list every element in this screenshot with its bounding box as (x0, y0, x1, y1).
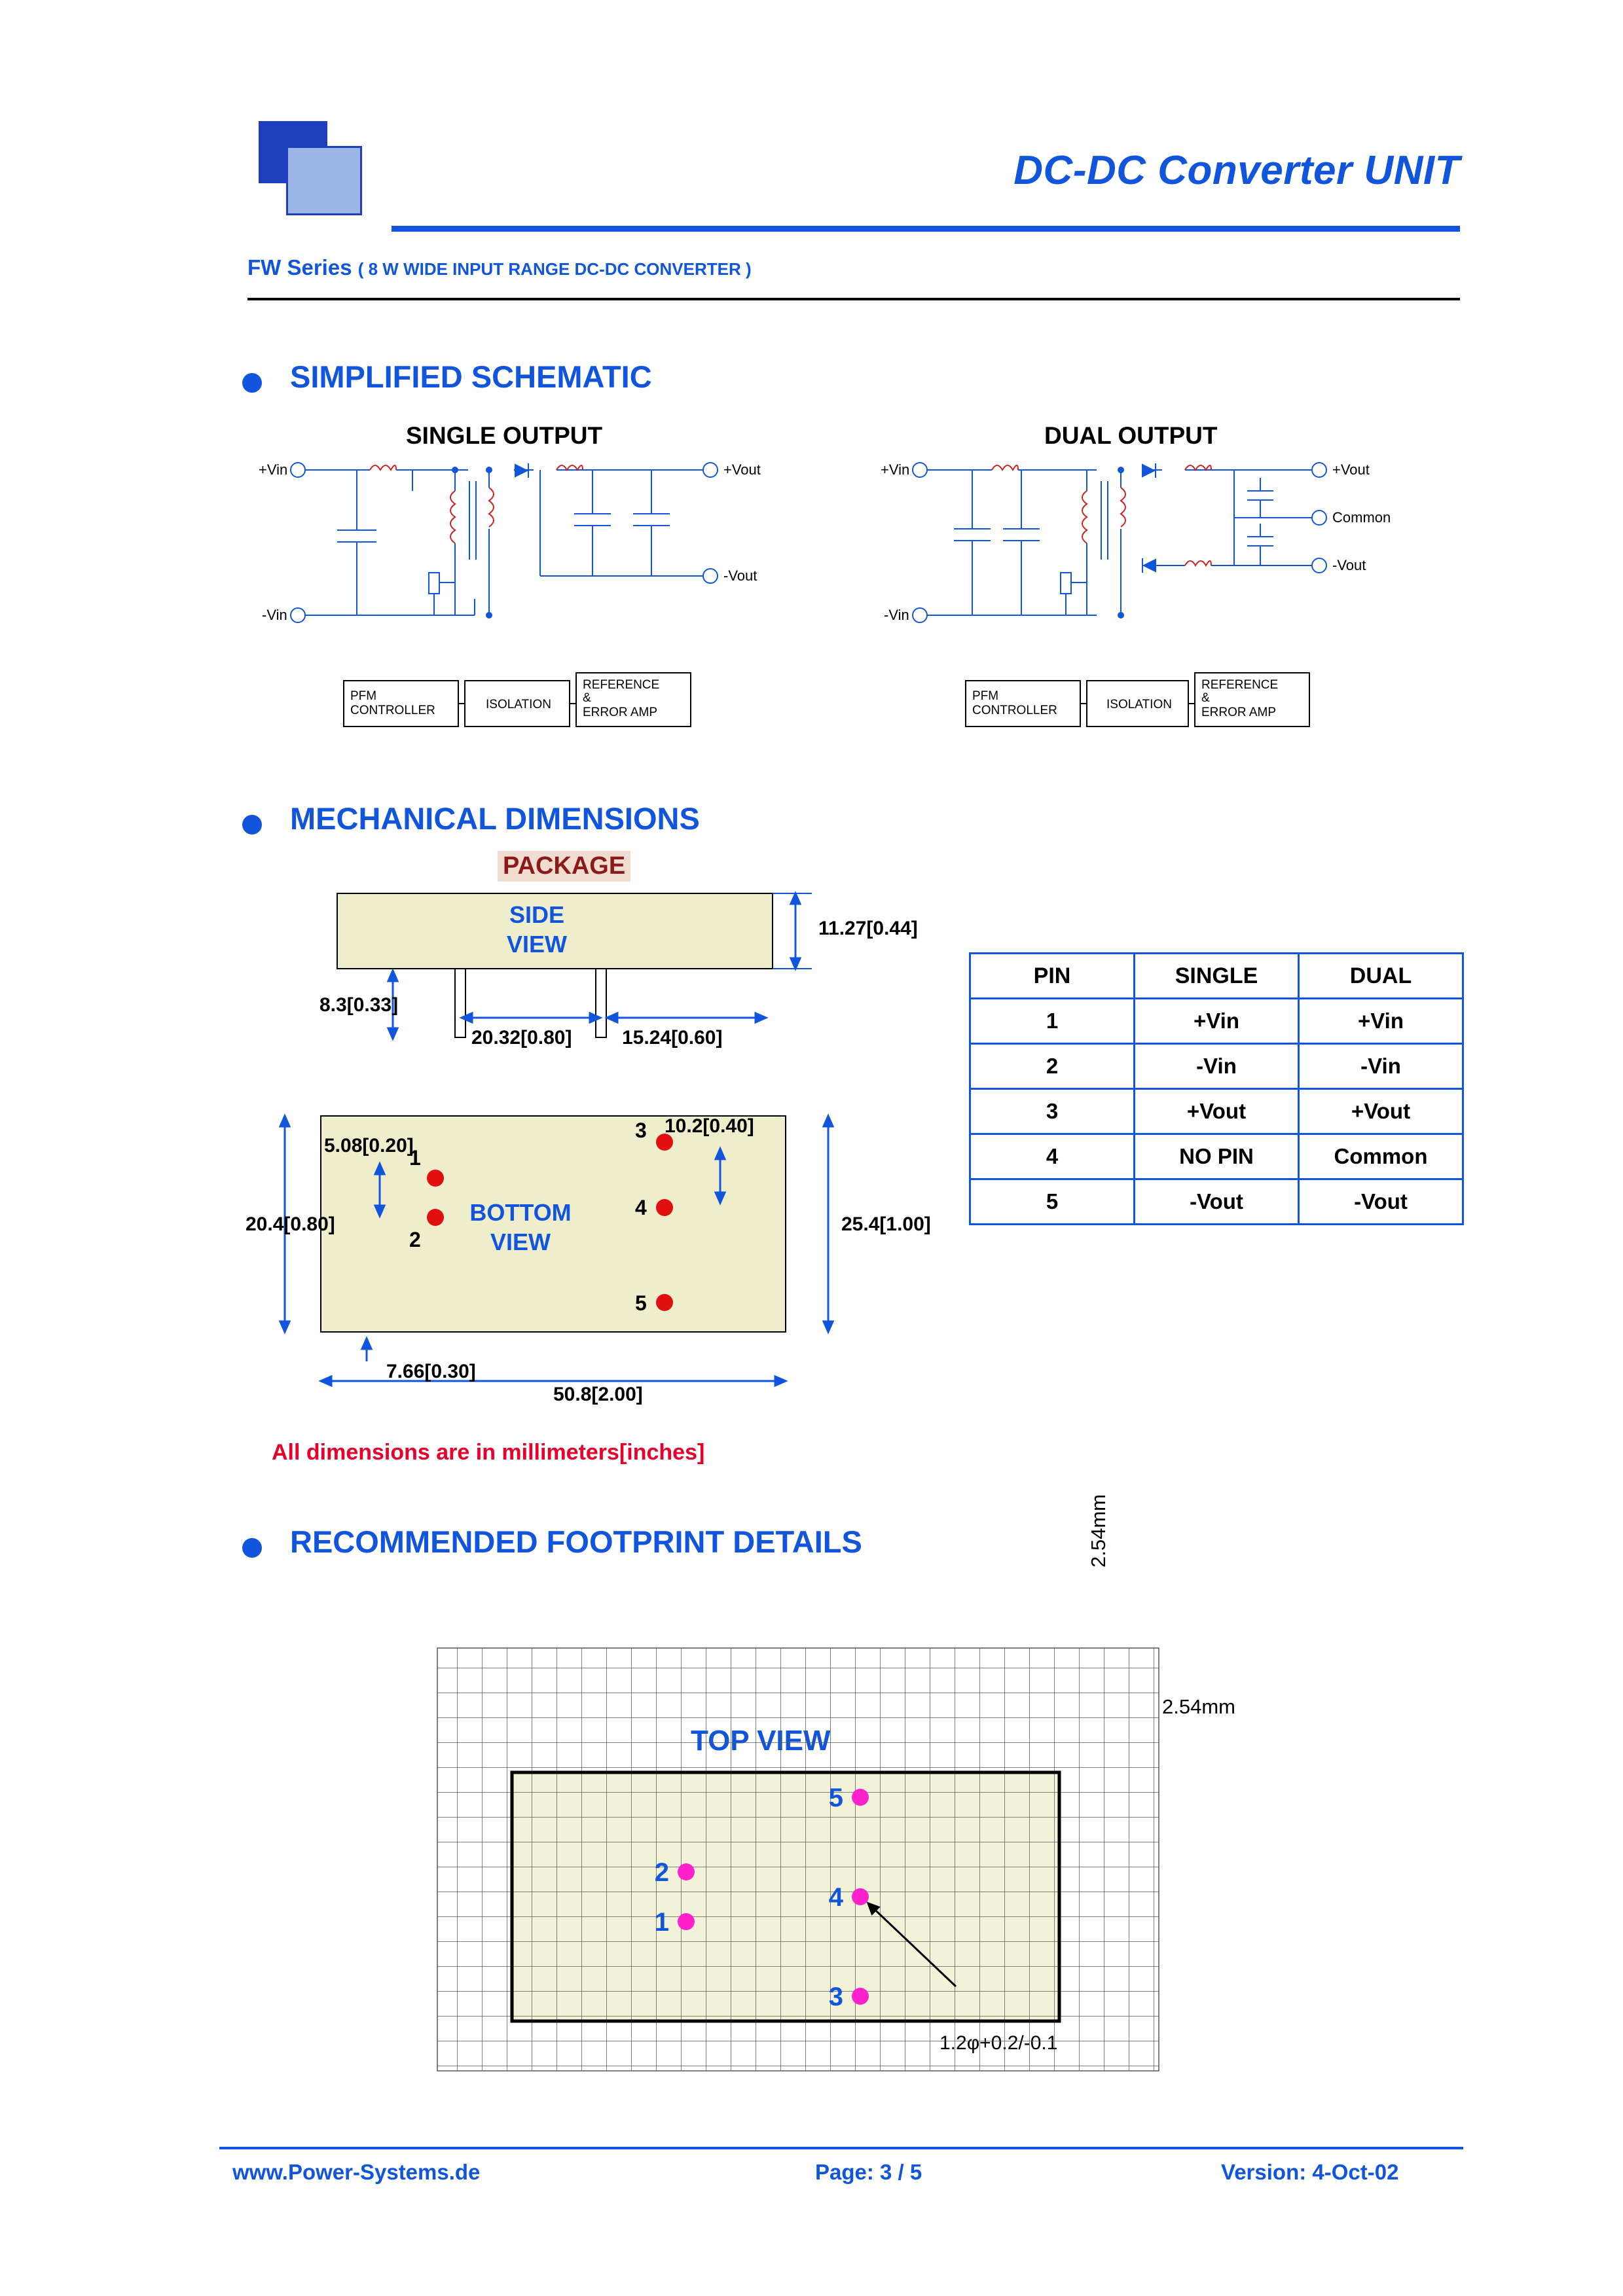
bullet-icon (242, 815, 262, 834)
svg-text:4: 4 (635, 1196, 647, 1219)
cell-single: +Vout (1135, 1089, 1299, 1134)
cell-dual: -Vout (1299, 1179, 1463, 1225)
svg-text:3: 3 (635, 1119, 647, 1142)
svg-text:5: 5 (635, 1291, 647, 1315)
svg-text:-Vin: -Vin (884, 607, 909, 623)
svg-text:1: 1 (409, 1146, 421, 1170)
dual-output-title: DUAL OUTPUT (1044, 422, 1218, 449)
col-single: SINGLE (1135, 954, 1299, 999)
single-output-title: SINGLE OUTPUT (406, 422, 603, 449)
svg-text:ERROR AMP: ERROR AMP (1201, 706, 1277, 719)
cell-pin: 3 (970, 1089, 1135, 1134)
svg-text:-Vout: -Vout (723, 567, 757, 584)
svg-text:4: 4 (828, 1883, 843, 1912)
svg-text:20.4[0.80]: 20.4[0.80] (246, 1213, 335, 1235)
side-view-drawing (314, 887, 969, 1103)
package-label: PACKAGE (498, 851, 630, 882)
svg-text:&: & (583, 691, 591, 705)
header-rule (392, 226, 1460, 232)
cell-single: -Vout (1135, 1179, 1299, 1225)
svg-text:+Vin: +Vin (259, 461, 288, 478)
svg-text:+Vin: +Vin (881, 461, 910, 478)
footer-website[interactable]: www.Power-Systems.de (232, 2160, 481, 2184)
single-output-schematic (259, 452, 815, 746)
cell-dual: +Vin (1299, 999, 1463, 1044)
svg-text:1: 1 (654, 1908, 669, 1937)
dual-output-schematic (881, 452, 1404, 746)
svg-text:REFERENCE: REFERENCE (583, 678, 660, 692)
svg-text:2: 2 (409, 1228, 421, 1251)
table-row (970, 1134, 1463, 1179)
bullet-icon (242, 1538, 262, 1558)
svg-text:ISOLATION: ISOLATION (486, 698, 551, 711)
footer-rule (219, 2147, 1463, 2149)
svg-text:Common: Common (1332, 509, 1391, 526)
svg-text:-Vout: -Vout (1332, 557, 1366, 573)
svg-text:15.24[0.60]: 15.24[0.60] (622, 1027, 723, 1049)
svg-text:&: & (1201, 691, 1210, 705)
svg-text:ISOLATION: ISOLATION (1106, 698, 1172, 711)
dimension-note: All dimensions are in millimeters[inches] (272, 1440, 705, 1465)
grid-pitch-horizontal-label: 2.54mm (1162, 1695, 1235, 1718)
svg-text:7.66[0.30]: 7.66[0.30] (386, 1361, 476, 1382)
svg-text:25.4[1.00]: 25.4[1.00] (841, 1213, 931, 1235)
cell-single: +Vin (1135, 999, 1299, 1044)
footer-version: Version: 4-Oct-02 (1221, 2160, 1399, 2184)
svg-text:REFERENCE: REFERENCE (1201, 678, 1279, 692)
svg-text:SIDE: SIDE (509, 901, 565, 928)
svg-text:11.27[0.44]: 11.27[0.44] (818, 918, 918, 939)
svg-text:BOTTOM: BOTTOM (469, 1199, 572, 1226)
svg-text:PFM: PFM (350, 689, 377, 703)
cell-pin: 5 (970, 1179, 1135, 1225)
svg-text:3: 3 (828, 1982, 843, 2011)
svg-text:ERROR AMP: ERROR AMP (583, 706, 658, 719)
svg-text:8.3[0.33]: 8.3[0.33] (319, 994, 399, 1016)
svg-text:2: 2 (654, 1858, 669, 1887)
svg-text:VIEW: VIEW (490, 1229, 551, 1255)
svg-text:PFM: PFM (972, 689, 999, 703)
svg-text:+Vout: +Vout (1332, 461, 1370, 478)
series-subtitle: ( 8 W WIDE INPUT RANGE DC-DC CONVERTER ) (357, 259, 752, 279)
col-pin: PIN (970, 954, 1135, 999)
bullet-icon (242, 373, 262, 393)
svg-text:20.32[0.80]: 20.32[0.80] (471, 1027, 572, 1049)
grid-pitch-vertical-label: 2.54mm (1087, 1494, 1110, 1568)
svg-text:VIEW: VIEW (506, 931, 568, 958)
section-title-schematic: SIMPLIFIED SCHEMATIC (290, 359, 652, 394)
svg-text:10.2[0.40]: 10.2[0.40] (665, 1115, 754, 1137)
table-row (970, 1044, 1463, 1089)
section-title-footprint: RECOMMENDED FOOTPRINT DETAILS (290, 1524, 862, 1559)
table-header-row (970, 954, 1463, 999)
pin-assignment-table (969, 952, 1464, 1225)
col-dual: DUAL (1299, 954, 1463, 999)
cell-dual: Common (1299, 1134, 1463, 1179)
bottom-view-drawing (246, 1086, 966, 1414)
svg-text:-Vin: -Vin (262, 607, 287, 623)
table-row (970, 1089, 1463, 1134)
page-title: DC-DC Converter UNIT (1013, 148, 1460, 193)
cell-dual: -Vin (1299, 1044, 1463, 1089)
cell-single: -Vin (1135, 1044, 1299, 1089)
svg-text:CONTROLLER: CONTROLLER (350, 704, 435, 717)
cell-pin: 4 (970, 1134, 1135, 1179)
footer-page-number: Page: 3 / 5 (815, 2160, 922, 2184)
svg-text:50.8[2.00]: 50.8[2.00] (553, 1384, 643, 1405)
series-name: FW Series (247, 255, 352, 279)
cell-single: NO PIN (1135, 1134, 1299, 1179)
svg-text:5.08[0.20]: 5.08[0.20] (324, 1135, 414, 1157)
header-rule-2 (247, 298, 1460, 300)
table-row (970, 999, 1463, 1044)
svg-text:5: 5 (828, 1784, 843, 1812)
section-title-mechanical: MECHANICAL DIMENSIONS (290, 801, 700, 836)
series-line (247, 255, 752, 280)
cell-pin: 1 (970, 999, 1135, 1044)
table-row (970, 1179, 1463, 1225)
footprint-drawing (432, 1643, 1218, 2117)
cell-dual: +Vout (1299, 1089, 1463, 1134)
cell-pin: 2 (970, 1044, 1135, 1089)
svg-text:CONTROLLER: CONTROLLER (972, 704, 1057, 717)
svg-text:+Vout: +Vout (723, 461, 761, 478)
